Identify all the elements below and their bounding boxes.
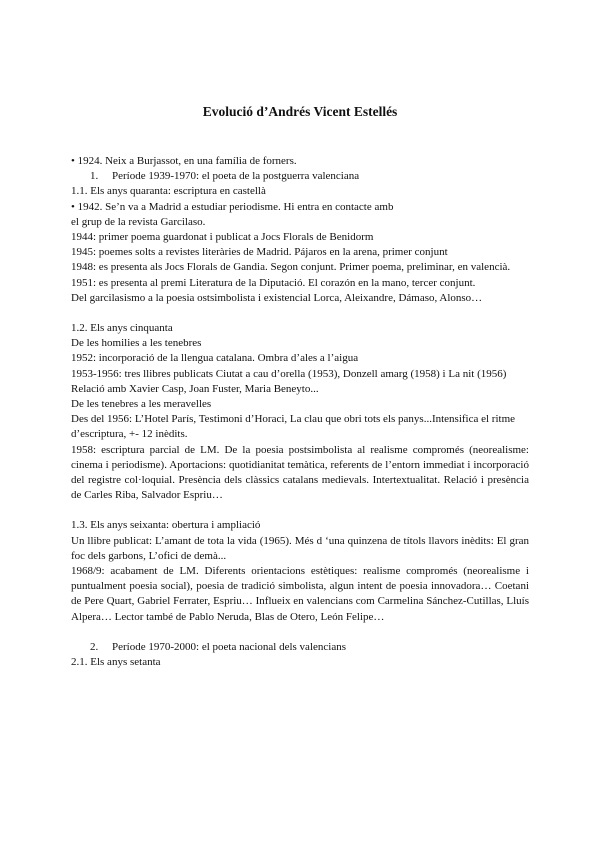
text-line: Relació amb Xavier Casp, Joan Fuster, Maria Beneyto... <box>71 382 319 395</box>
text-line: 1951: es presenta al premi Literatura de la Diputació. El corazón en la mano, tercer conjunt. <box>71 276 476 289</box>
numbered-heading-1 <box>71 169 529 184</box>
text-line: De les tenebres a les meravelles <box>71 398 212 411</box>
text-line: • 1924. Neix a Burjassot, en una família de forners. <box>71 155 297 167</box>
numbered-heading-2 <box>71 640 529 655</box>
text-line: el grup de la revista Garcilaso. <box>71 215 206 228</box>
heading-text: Període 1939-1970: el poeta de la postguerra valenciana <box>112 170 360 183</box>
subheading: 1.2. Els anys cinquanta <box>71 322 173 335</box>
text-paragraph: Un llibre publicat: L’amant de tota la vida (1965). Més d ‘una quinzena de títols llavors inèdits: El gran foc dels garbons, L’ofici de demà... <box>71 534 529 562</box>
text-line: Del garcilasismo a la poesia ostsimbolista i existencial Lorca, Aleixandre, Dámaso, Alonso… <box>71 291 483 304</box>
text-paragraph: 1968/9: acabament de LM. Diferents orientacions estètiques: realisme compromés (neorealisme i puntualment poesia social), poesia de tradició simbolista, algun intent de poesia innovadora… Coetani de Pere Quart, Gabriel Ferrater, Espriu… Influeix en valencians com Carmelina Sánchez-Cutillas, Lluís Alpera… Lector també de Pablo Neruda, Blas de Otero, León Felipe… <box>71 565 529 623</box>
heading-number: 2. <box>90 640 99 653</box>
subheading: 1.1. Els anys quaranta: escriptura en castellà <box>71 185 266 198</box>
text-line: De les homilies a les tenebres <box>71 337 202 350</box>
heading-text: Període 1970-2000: el poeta nacional dels valencians <box>112 640 346 653</box>
text-line: 1952: incorporació de la llengua catalana. Ombra d’ales a l’aigua <box>71 352 359 365</box>
text-paragraph: Des del 1956: L’Hotel París, Testimoni d’Horaci, La clau que obri tots els panys...Intensifica el ritme d’escriptura, +- 12 inèdits. <box>71 413 516 441</box>
heading-number: 1. <box>90 170 99 183</box>
text-line: • 1942. Se’n va a Madrid a estudiar periodisme. Hi entra en contacte amb <box>71 200 394 213</box>
document-body <box>71 154 529 670</box>
text-paragraph: 1953-1956: tres llibres publicats Ciutat a cau d’orella (1953), Donzell amarg (1958) i La nit (1956) <box>71 367 507 380</box>
text-paragraph: 1948: es presenta als Jocs Florals de Gandia. Segon conjunt. Primer poema, preliminar, en valencià. <box>71 261 511 274</box>
subheading: 2.1. Els anys setanta <box>71 656 161 669</box>
subheading: 1.3. Els anys seixanta: obertura i ampliació <box>71 519 261 532</box>
text-line: 1945: poemes solts a revistes literàries de Madrid. Pájaros en la arena, primer conjunt <box>71 246 448 259</box>
document-title: Evolució d’Andrés Vicent Estellés <box>202 104 398 119</box>
text-paragraph: 1958: escriptura parcial de LM. De la poesia postsimbolista al realisme compromés (neorealisme: cinema i periodisme). Aportacions: quotidianitat temàtica, referents de l’entorn immediat i incorporació del registre col·loquial. Presència dels clàssics catalans medievals. Intertextualitat. Relació i presència de Carles Riba, Salvador Espriu… <box>71 443 529 502</box>
text-line: 1944: primer poema guardonat i publicat a Jocs Florals de Benidorm <box>71 231 374 244</box>
